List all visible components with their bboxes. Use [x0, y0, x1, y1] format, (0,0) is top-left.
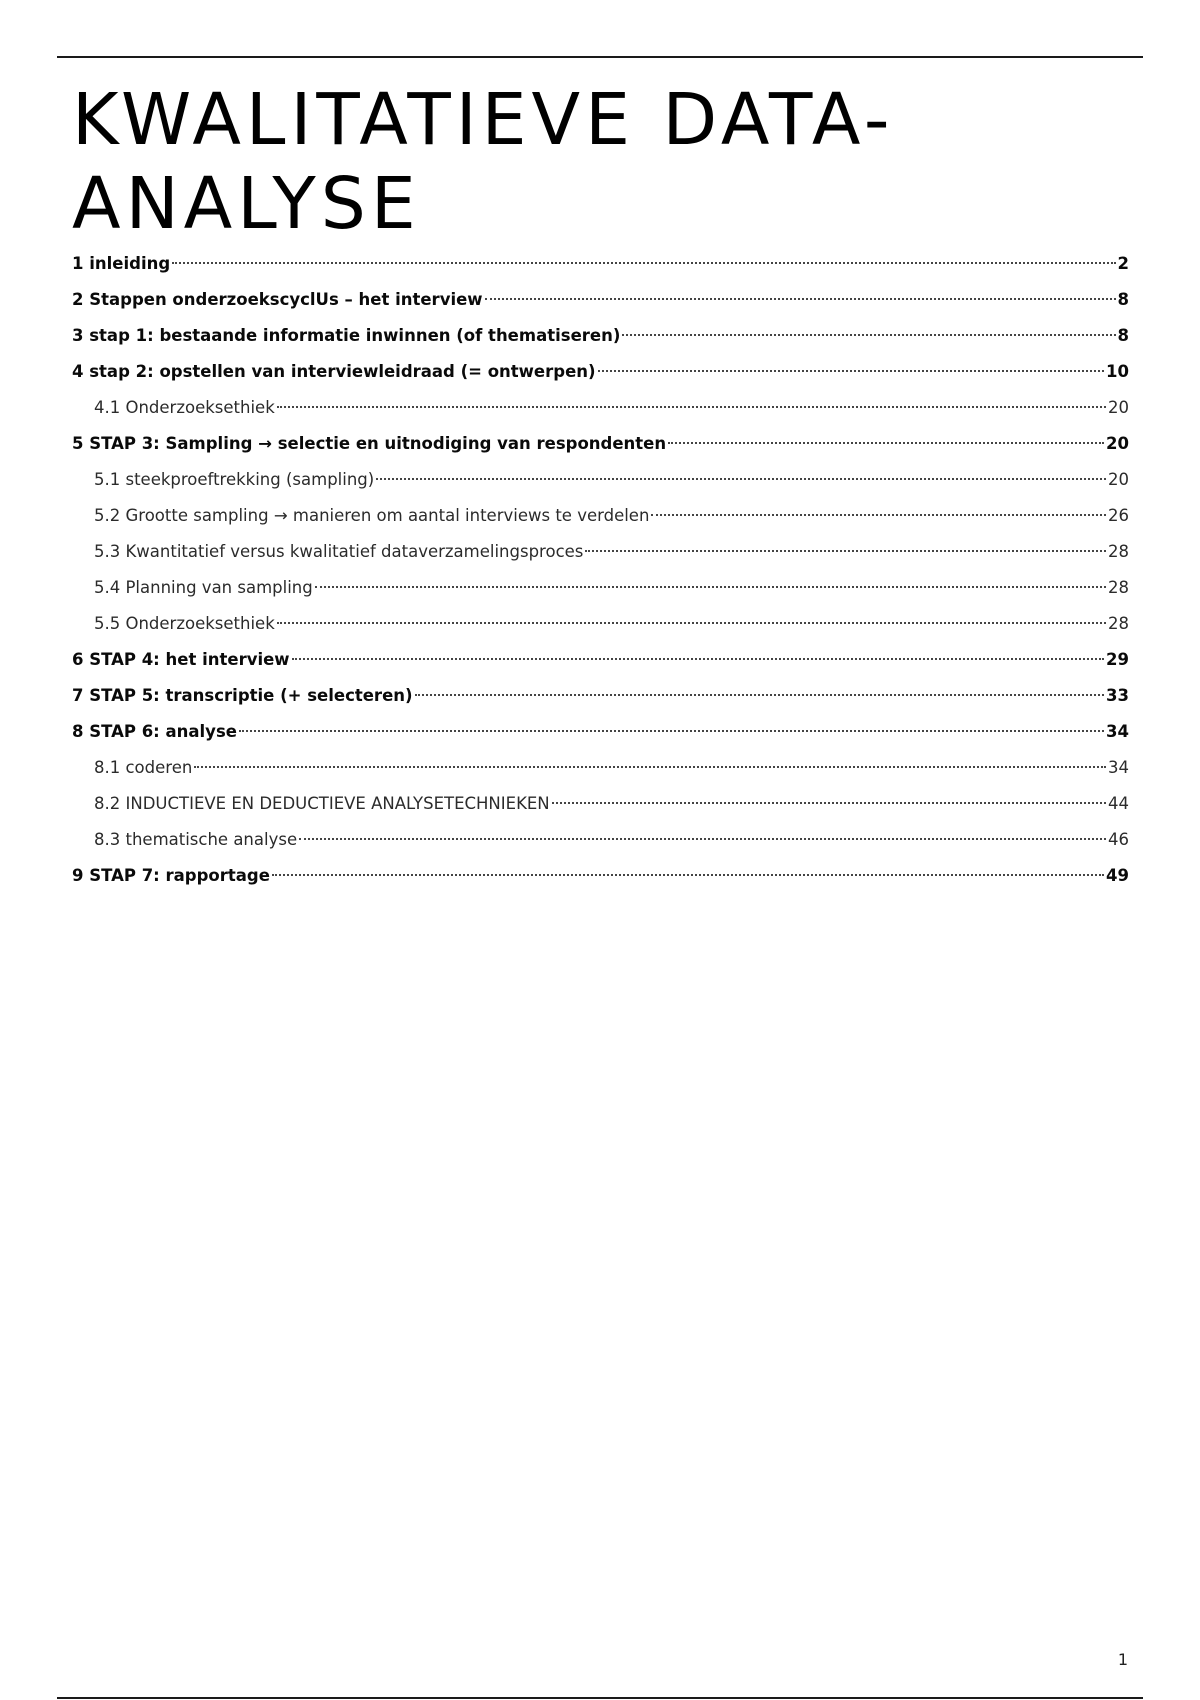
toc-subentry[interactable] [72, 534, 1129, 570]
toc-dot-leader [651, 514, 1106, 516]
toc-entry-label: 8.1 coderen [94, 758, 193, 777]
toc-entry-label: 8.2 INDUCTIEVE EN DEDUCTIEVE ANALYSETECHNIEKEN [94, 794, 550, 813]
toc-entry-label: 5.5 Onderzoeksethiek [94, 614, 275, 633]
toc-entry-label: 7 STAP 5: transcriptie (+ selecteren) [72, 686, 413, 705]
toc-entry[interactable] [72, 858, 1129, 894]
toc-subentry[interactable] [72, 390, 1129, 426]
toc-entry[interactable] [72, 246, 1129, 282]
page-number: 1 [1117, 1650, 1128, 1669]
document-title [72, 78, 1072, 246]
toc-entry[interactable] [72, 714, 1129, 750]
toc-entry[interactable] [72, 318, 1129, 354]
toc-dot-leader [552, 802, 1106, 804]
toc-entry-label: 5.4 Planning van sampling [94, 578, 313, 597]
toc-entry[interactable] [72, 426, 1129, 462]
toc-subentry[interactable] [72, 462, 1129, 498]
toc-dot-leader [194, 766, 1106, 768]
toc-entry-page: 10 [1106, 362, 1129, 381]
toc-entry-page: 2 [1117, 254, 1129, 273]
toc-dot-leader [277, 622, 1106, 624]
toc-dot-leader [315, 586, 1106, 588]
toc-entry-page: 44 [1108, 794, 1129, 813]
toc-entry-page: 28 [1108, 614, 1129, 633]
toc-entry-label: 5.2 Grootte sampling → manieren om aantal interviews te verdelen [94, 506, 650, 525]
document-title-line-1: KWALITATIEVE DATA- [72, 78, 895, 161]
toc-entry-label: 3 stap 1: bestaande informatie inwinnen (of thematiseren) [72, 326, 621, 345]
toc-entry-page: 20 [1108, 470, 1129, 489]
toc-entry-page: 49 [1106, 866, 1129, 885]
toc-entry-page: 28 [1108, 542, 1129, 561]
toc-entry-label: 5.1 steekproeftrekking (sampling) [94, 470, 375, 489]
toc-subentry[interactable] [72, 498, 1129, 534]
toc-dot-leader [668, 442, 1104, 444]
toc-dot-leader [292, 658, 1104, 660]
footer-rule [57, 1697, 1143, 1699]
toc-dot-leader [598, 370, 1104, 372]
toc-entry[interactable] [72, 678, 1129, 714]
toc-dot-leader [376, 478, 1106, 480]
toc-dot-leader [277, 406, 1106, 408]
toc-entry-page: 34 [1106, 722, 1129, 741]
toc-dot-leader [299, 838, 1106, 840]
toc-subentry[interactable] [72, 786, 1129, 822]
toc-subentry[interactable] [72, 570, 1129, 606]
toc-dot-leader [172, 262, 1115, 264]
toc-entry-page: 46 [1108, 830, 1129, 849]
toc-entry-page: 28 [1108, 578, 1129, 597]
toc-entry-label: 2 Stappen onderzoekscyclUs – het interview [72, 290, 483, 309]
toc-entry-page: 33 [1106, 686, 1129, 705]
toc-entry-page: 20 [1106, 434, 1129, 453]
toc-dot-leader [272, 874, 1104, 876]
toc-entry-label: 8 STAP 6: analyse [72, 722, 237, 741]
toc-entry-label: 8.3 thematische analyse [94, 830, 298, 849]
toc-dot-leader [485, 298, 1116, 300]
toc-entry-page: 20 [1108, 398, 1129, 417]
toc-entry[interactable] [72, 282, 1129, 318]
toc-entry[interactable] [72, 642, 1129, 678]
table-of-contents [72, 246, 1129, 894]
toc-subentry[interactable] [72, 750, 1129, 786]
toc-dot-leader [622, 334, 1115, 336]
toc-entry-page: 26 [1108, 506, 1129, 525]
toc-entry-label: 1 inleiding [72, 254, 171, 273]
document-title-line-2: ANALYSE [72, 162, 421, 245]
toc-entry-label: 5 STAP 3: Sampling → selectie en uitnodiging van respondenten [72, 434, 667, 453]
toc-subentry[interactable] [72, 822, 1129, 858]
toc-entry-label: 5.3 Kwantitatief versus kwalitatief dataverzamelingsproces [94, 542, 584, 561]
toc-dot-leader [415, 694, 1104, 696]
toc-entry-label: 9 STAP 7: rapportage [72, 866, 270, 885]
toc-entry-label: 4.1 Onderzoeksethiek [94, 398, 275, 417]
toc-subentry[interactable] [72, 606, 1129, 642]
toc-entry-label: 4 stap 2: opstellen van interviewleidraad (= ontwerpen) [72, 362, 596, 381]
toc-entry-page: 8 [1117, 326, 1129, 345]
toc-entry[interactable] [72, 354, 1129, 390]
toc-dot-leader [239, 730, 1104, 732]
toc-entry-page: 29 [1106, 650, 1129, 669]
toc-dot-leader [585, 550, 1106, 552]
toc-entry-page: 34 [1108, 758, 1129, 777]
header-rule [57, 56, 1143, 58]
toc-entry-label: 6 STAP 4: het interview [72, 650, 290, 669]
toc-entry-page: 8 [1117, 290, 1129, 309]
